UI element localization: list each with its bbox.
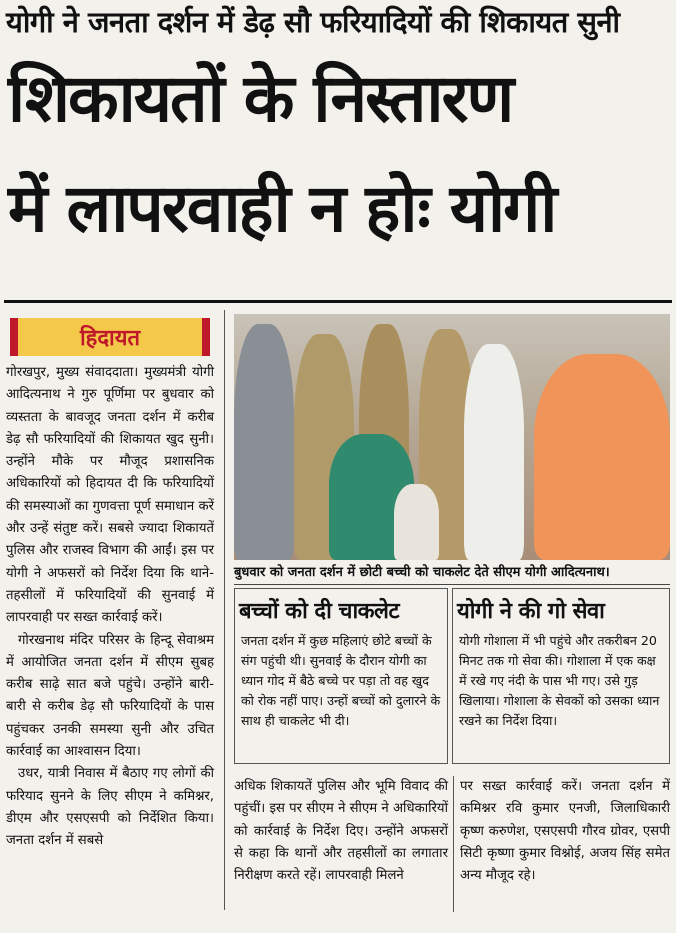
article-paragraph-3: उधर, यात्री निवास में बैठाए गए लोगों की फरियाद सुनने के लिए सीएम ने कमिश्नर, डीएम और एसएसपी को निर्देशित किया। जनता दर्शन में सबसे [6, 766, 214, 849]
photo-figure-cm [534, 354, 670, 560]
sidebar-box-title: योगी ने की गो सेवा [457, 599, 605, 624]
photo-figure-child [394, 484, 439, 560]
sidebar-box-chocolate [234, 588, 448, 764]
section-tag [10, 318, 210, 356]
photo-figure-policewoman [234, 324, 294, 560]
article-paragraph-1: गोरखपुर, मुख्य संवाददाता। मुख्यमंत्री योगी आदित्यनाथ ने गुरु पूर्णिमा पर बुधवार को व्यस्तता के बावजूद जनता दर्शन में करीब डेढ़ सौ फरियादियों की शिकायत खुद सुनी। उन्होंने मौके पर मौजूद प्रशासनिक अधिकारियों को हिदायत दी कि फरियादियों की समस्याओं का गुणवत्ता पूर्ण समाधान करें और उन्हें संतुष्ट करें। सबसे ज्यादा शिकायतें पुलिस और राजस्व विभाग की आईं। इस पर योगी ने अफसरों को निर्देश दिया कि थाने-तहसीलों में फरियादियों की सुनवाई में लापरवाही पर सख्त कार्रवाई करें। [6, 365, 214, 626]
sidebar-box-title: बच्चों को दी चाकलेट [239, 599, 400, 624]
article-paragraph-2: गोरखनाथ मंदिर परिसर के हिन्दू सेवाश्रम में आयोजित जनता दर्शन में सीएम सुबह करीब साढ़े सात बजे पहुंचे। उन्होंने बारी-बारी से करीब डेढ़ सौ फरियादियों के पास पहुंचकर उनकी समस्या सुनी और उचित कार्रवाई का आश्वासन दिया। [6, 632, 214, 760]
column-divider [224, 310, 225, 910]
column-divider [453, 776, 454, 912]
article-column-3: पर सख्त कार्रवाई करें। जनता दर्शन में कमिश्नर रवि कुमार एनजी, जिलाधिकारी कृष्ण करुणेश, एसएसपी गौरव ग्रोवर, एसपी सिटी कृष्णा कुमार विश्नोई, अजय सिंह समेत अन्य मौजूद रहे। [460, 779, 670, 884]
kicker-headline: योगी ने जनता दर्शन में डेढ़ सौ फरियादियों की शिकायत सुनी [6, 5, 620, 39]
article-column-1 [6, 362, 214, 853]
main-headline-line-1: शिकायतों के निस्तारण [8, 60, 513, 137]
sidebar-box-body: योगी गोशाला में भी पहुंचे और तकरीबन 20 मिनट तक गो सेवा की। गोशाला में एक कक्ष में रखे गए नंदी के पास भी गए। उसे गुड़ खिलाया। गोशाला के सेवकों को उसका ध्यान रखने का निर्देश दिया। [459, 633, 660, 728]
news-photo [234, 314, 670, 560]
headline-rule [4, 300, 672, 303]
sidebar-box-cow-service [452, 588, 670, 764]
main-headline-line-2: में लापरवाही न होः योगी [8, 170, 556, 247]
sidebar-box-body: जनता दर्शन में कुछ महिलाएं छोटे बच्चों के संग पहुंची थी। सुनवाई के दौरान योगी का ध्यान गोद में बैठे बच्चे पर पड़ा तो वह खुद को रोक नहीं पाए। उन्हों बच्चों को दुलारने के साथ ही चाकलेट भी दी। [241, 633, 441, 728]
photo-caption: बुधवार को जनता दर्शन में छोटी बच्ची को चाकलेट देते सीएम योगी आदित्यनाथ। [234, 562, 670, 585]
photo-figure-attendant [464, 344, 524, 560]
article-column-2: अधिक शिकायतें पुलिस और भूमि विवाद की पहुंचीं। इस पर सीएम ने सीएम ने अधिकारियों को कार्रवाई के निर्देश दिए। उन्होंने अफसरों से कहा कि थानों और तहसीलों का लगातार निरीक्षण करते रहें। लापरवाही मिलने [234, 779, 448, 884]
section-tag-label: हिदायत [79, 326, 141, 351]
